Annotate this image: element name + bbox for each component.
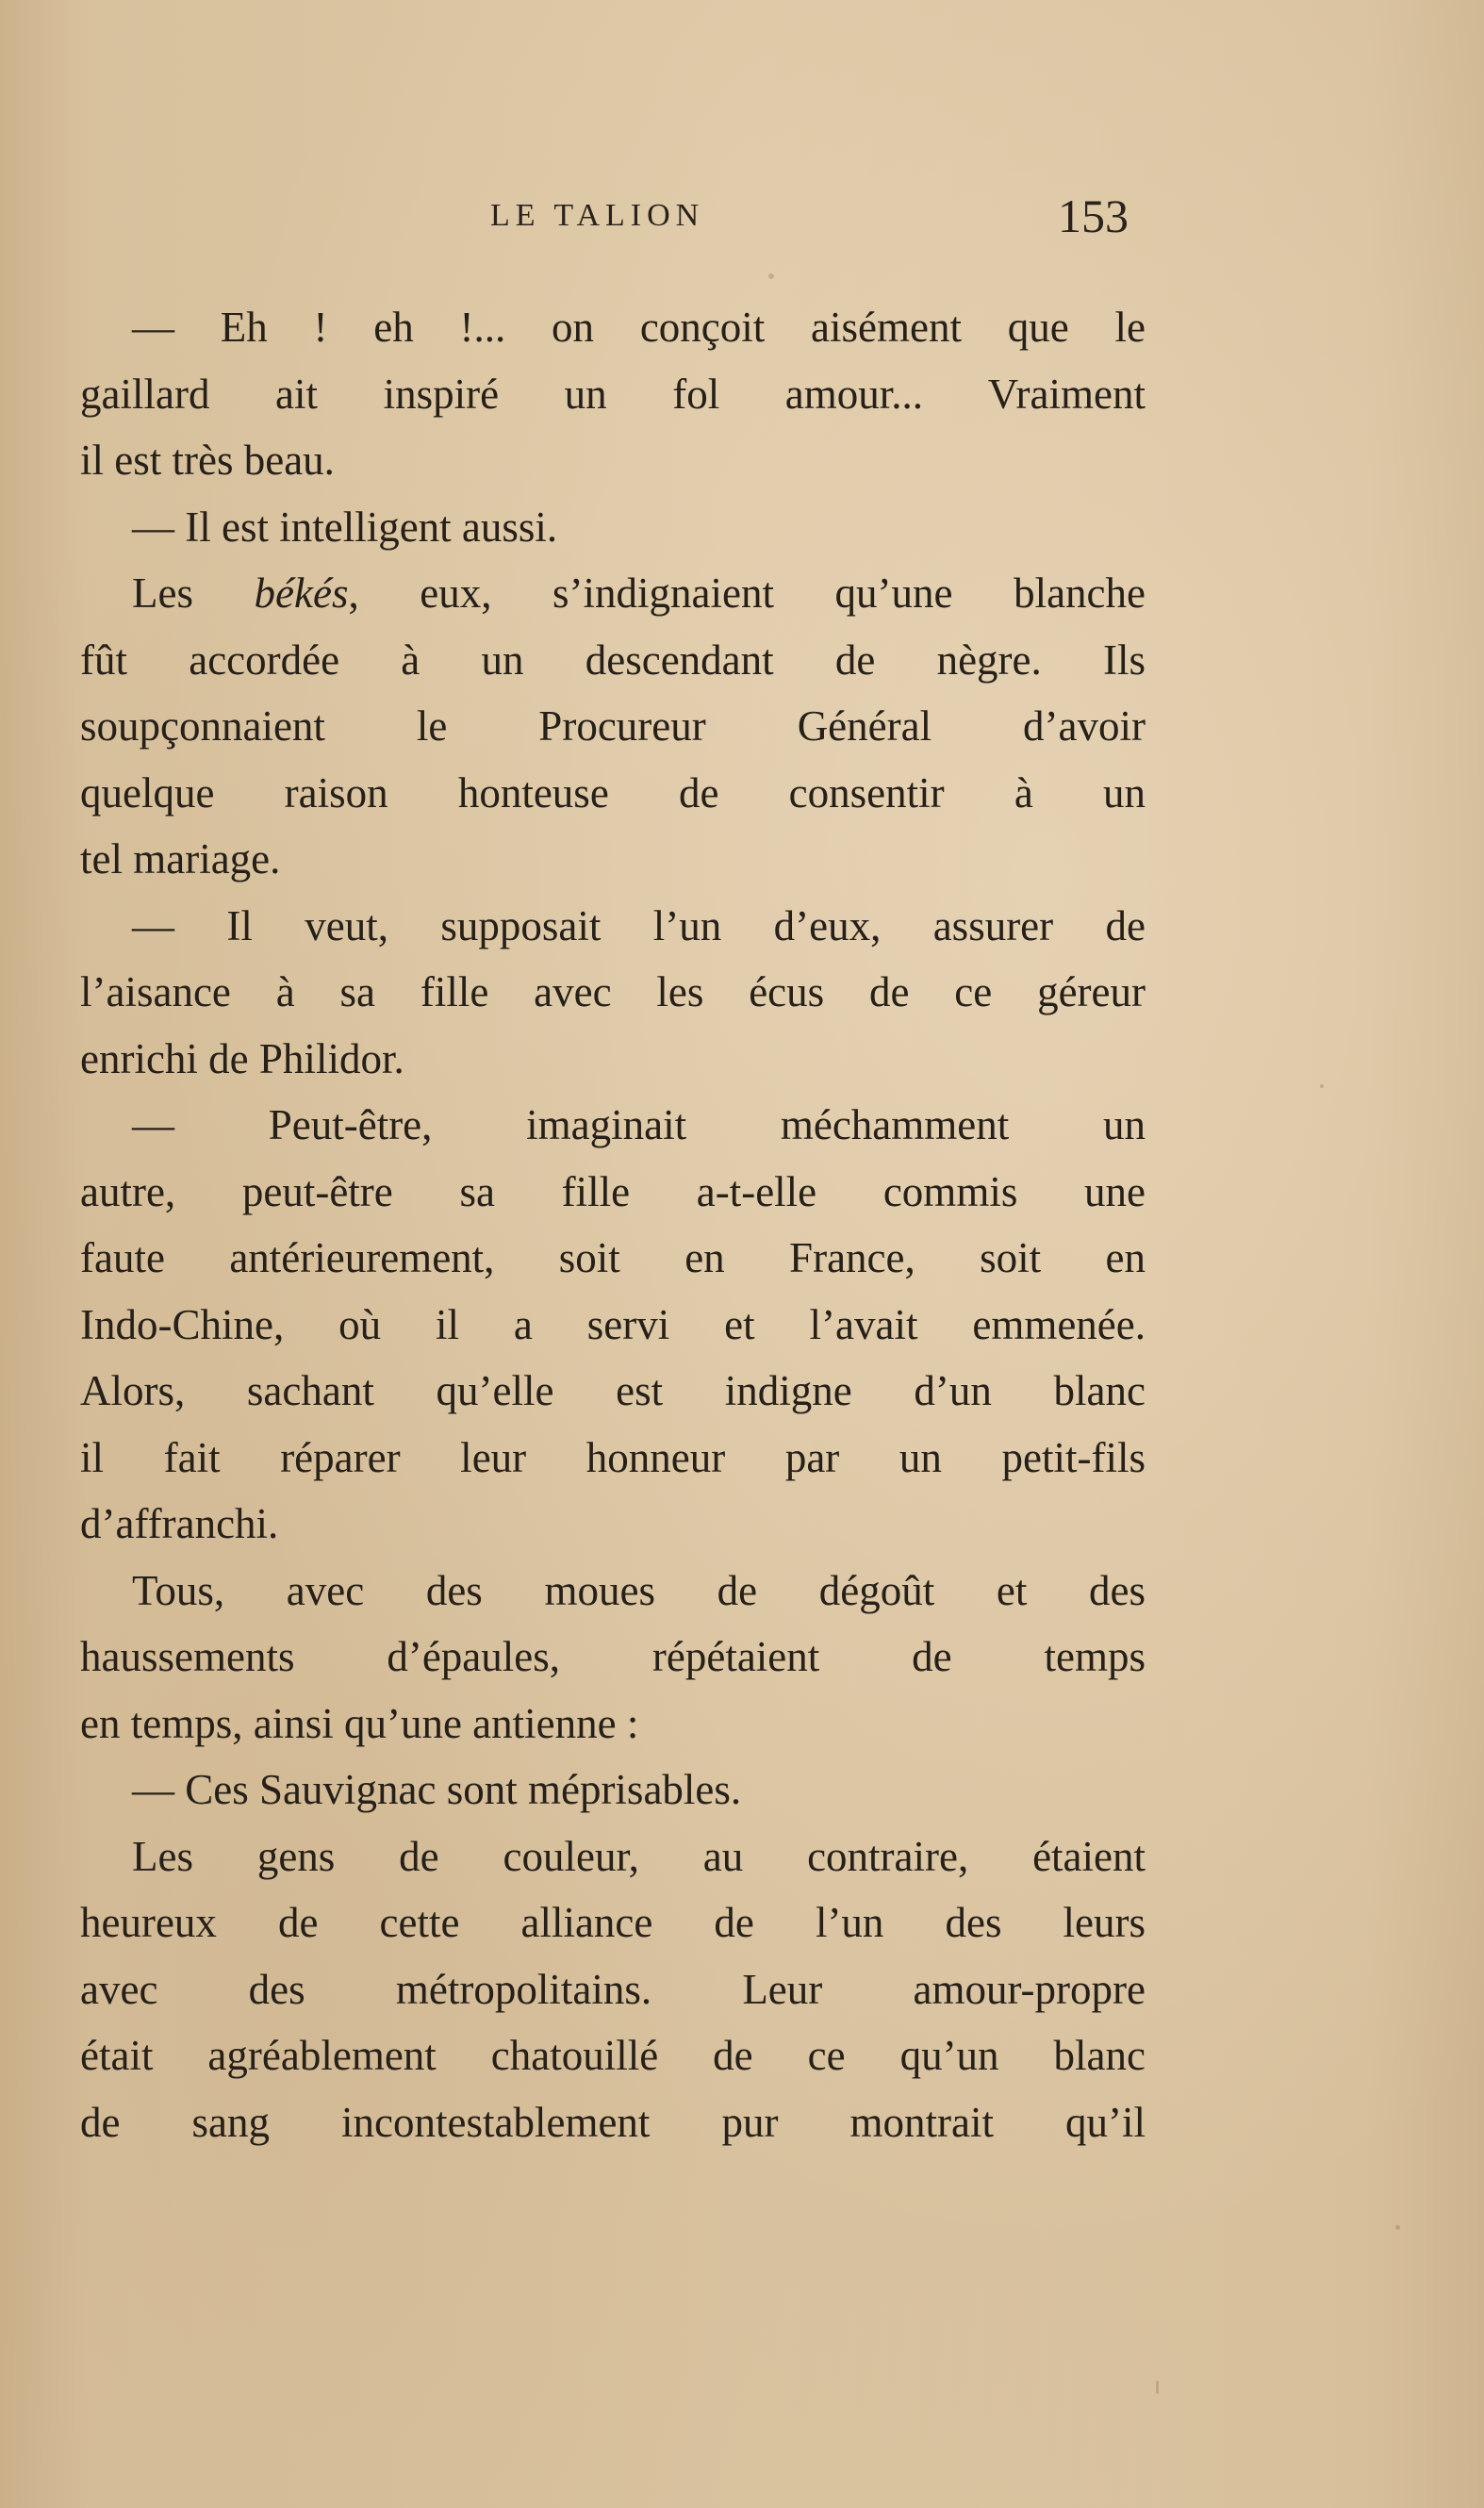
text-line: — Peut-être, imaginait méchamment un — [132, 1101, 1146, 1148]
text-line: soupçonnaient le Procureur Général d’avoir — [80, 702, 1146, 750]
text-line: en temps, ainsi qu’une antienne : — [80, 1699, 639, 1747]
text-line: Indo-Chine, où il a servi et l’avait emmenée. — [80, 1300, 1146, 1348]
text-line: — Il veut, supposait l’un d’eux, assurer de — [132, 901, 1146, 949]
text-line: Alors, sachant qu’elle est indigne d’un blanc — [80, 1367, 1146, 1414]
text-fragment: Les — [132, 569, 255, 617]
body-text — [80, 294, 1146, 2155]
page-number: 153 — [1058, 190, 1129, 242]
text-line: heureux de cette alliance de l’un des leurs — [80, 1899, 1146, 1946]
text-line: — Ces Sauvignac sont méprisables. — [132, 1766, 742, 1813]
text-line: d’affranchi. — [80, 1500, 279, 1547]
text-line: avec des métropolitains. Leur amour-propre — [80, 1965, 1146, 2013]
paper-speck — [768, 273, 774, 279]
text-line: haussements d’épaules, répétaient de temps — [80, 1633, 1146, 1680]
page-header — [0, 189, 1484, 245]
paper-speck — [1320, 1084, 1324, 1088]
text-line: — Il est intelligent aussi. — [132, 503, 558, 551]
running-title: LE TALION — [490, 198, 705, 233]
text-line: l’aisance à sa fille avec les écus de ce géreur — [80, 968, 1146, 1015]
text-fragment: , eux, s’indignaient qu’une blanche — [348, 569, 1146, 617]
text-line: était agréablement chatouillé de ce qu’un blanc — [80, 2032, 1146, 2079]
text-line: Tous, avec des moues de dégoût et des — [132, 1566, 1146, 1614]
text-line: tel mariage. — [80, 835, 281, 883]
text-line: de sang incontestablement pur montrait qu’il — [80, 2098, 1146, 2146]
text-line: autre, peut-être sa fille a-t-elle commis une — [80, 1167, 1146, 1215]
text-line: il fait réparer leur honneur par un petit-fils — [80, 1433, 1146, 1481]
text-line: faute antérieurement, soit en France, soit en — [80, 1234, 1146, 1281]
paper-speck — [1395, 2225, 1400, 2230]
text-line: enrichi de Philidor. — [80, 1034, 404, 1082]
text-line: il est très beau. — [80, 437, 335, 484]
text-line: fût accordée à un descendant de nègre. Ils — [80, 635, 1146, 684]
paper-speck — [1156, 2381, 1159, 2394]
text-line — [80, 560, 1146, 627]
text-line: quelque raison honteuse de consentir à un — [80, 768, 1146, 817]
text-line: gaillard ait inspiré un fol amour... Vraiment — [80, 370, 1146, 418]
italic-word: békés — [254, 569, 349, 617]
text-line: Les gens de couleur, au contraire, étaient — [132, 1832, 1146, 1880]
text-line: — Eh ! eh !... on conçoit aisément que le — [132, 304, 1146, 351]
